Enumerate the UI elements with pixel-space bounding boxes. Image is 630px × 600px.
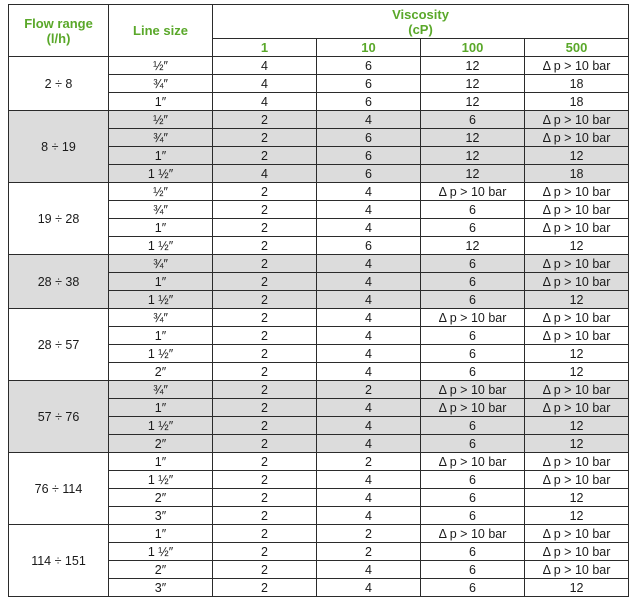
visc-1-cell: 2 [213, 471, 317, 489]
visc-500-cell: Δ p > 10 bar [525, 327, 629, 345]
flow-range-cell: 114 ÷ 151 [9, 525, 109, 597]
visc-1-cell: 2 [213, 363, 317, 381]
viscosity-col-100: 100 [421, 39, 525, 57]
visc-1-cell: 2 [213, 291, 317, 309]
line-size-cell: ¾″ [109, 129, 213, 147]
visc-1-cell: 2 [213, 543, 317, 561]
visc-10-cell: 4 [317, 507, 421, 525]
visc-500-cell: Δ p > 10 bar [525, 381, 629, 399]
visc-500-cell: 12 [525, 507, 629, 525]
visc-1-cell: 2 [213, 237, 317, 255]
line-size-cell: 1 ½″ [109, 291, 213, 309]
line-size-header [109, 5, 213, 57]
visc-100-cell: 6 [421, 219, 525, 237]
visc-10-cell: 4 [317, 201, 421, 219]
visc-1-cell: 4 [213, 57, 317, 75]
visc-10-cell: 6 [317, 75, 421, 93]
visc-1-cell: 2 [213, 273, 317, 291]
visc-10-cell: 4 [317, 219, 421, 237]
visc-1-cell: 2 [213, 489, 317, 507]
visc-1-cell: 2 [213, 345, 317, 363]
visc-100-cell: 12 [421, 147, 525, 165]
line-size-label: Line size [133, 23, 188, 38]
visc-100-cell: 12 [421, 93, 525, 111]
line-size-cell: 3″ [109, 507, 213, 525]
visc-500-cell: Δ p > 10 bar [525, 525, 629, 543]
viscosity-label: Viscosity [392, 6, 449, 22]
visc-1-cell: 4 [213, 165, 317, 183]
flow-range-cell: 57 ÷ 76 [9, 381, 109, 453]
flow-range-cell: 2 ÷ 8 [9, 57, 109, 111]
visc-100-cell: Δ p > 10 bar [421, 183, 525, 201]
line-size-cell: ¾″ [109, 381, 213, 399]
visc-500-cell: Δ p > 10 bar [525, 111, 629, 129]
visc-100-cell: 6 [421, 345, 525, 363]
visc-10-cell: 4 [317, 561, 421, 579]
flow-range-cell: 28 ÷ 38 [9, 255, 109, 309]
visc-100-cell: 12 [421, 75, 525, 93]
visc-1-cell: 2 [213, 579, 317, 597]
visc-1-cell: 2 [213, 201, 317, 219]
visc-1-cell: 2 [213, 435, 317, 453]
line-size-cell: 1″ [109, 93, 213, 111]
flow-range-unit: (l/h) [46, 30, 71, 46]
visc-1-cell: 2 [213, 561, 317, 579]
flow-range-cell: 28 ÷ 57 [9, 309, 109, 381]
visc-1-cell: 2 [213, 255, 317, 273]
visc-100-cell: 12 [421, 129, 525, 147]
line-size-cell: 2″ [109, 561, 213, 579]
visc-500-cell: Δ p > 10 bar [525, 471, 629, 489]
line-size-cell: ½″ [109, 111, 213, 129]
visc-1-cell: 2 [213, 381, 317, 399]
visc-10-cell: 4 [317, 489, 421, 507]
line-size-cell: 2″ [109, 435, 213, 453]
visc-10-cell: 2 [317, 525, 421, 543]
line-size-cell: 1 ½″ [109, 543, 213, 561]
visc-100-cell: 6 [421, 417, 525, 435]
visc-10-cell: 4 [317, 327, 421, 345]
visc-500-cell: 12 [525, 237, 629, 255]
visc-10-cell: 4 [317, 579, 421, 597]
visc-1-cell: 2 [213, 417, 317, 435]
table-row [9, 183, 629, 201]
line-size-cell: ½″ [109, 57, 213, 75]
visc-100-cell: 6 [421, 579, 525, 597]
line-size-cell: 1″ [109, 453, 213, 471]
table-row [9, 255, 629, 273]
visc-100-cell: 6 [421, 111, 525, 129]
visc-500-cell: Δ p > 10 bar [525, 201, 629, 219]
flow-range-cell: 76 ÷ 114 [9, 453, 109, 525]
table-row [9, 111, 629, 129]
line-size-cell: 2″ [109, 363, 213, 381]
visc-500-cell: Δ p > 10 bar [525, 183, 629, 201]
line-size-cell: ¾″ [109, 201, 213, 219]
line-size-cell: ¾″ [109, 309, 213, 327]
visc-500-cell: Δ p > 10 bar [525, 273, 629, 291]
visc-10-cell: 2 [317, 543, 421, 561]
visc-1-cell: 2 [213, 129, 317, 147]
visc-1-cell: 2 [213, 327, 317, 345]
visc-10-cell: 4 [317, 417, 421, 435]
table-row [9, 453, 629, 471]
visc-10-cell: 6 [317, 237, 421, 255]
visc-100-cell: Δ p > 10 bar [421, 309, 525, 327]
visc-500-cell: 12 [525, 363, 629, 381]
line-size-cell: 1″ [109, 399, 213, 417]
line-size-cell: 1″ [109, 219, 213, 237]
visc-10-cell: 4 [317, 309, 421, 327]
visc-10-cell: 4 [317, 255, 421, 273]
visc-100-cell: Δ p > 10 bar [421, 453, 525, 471]
table-container [8, 4, 629, 597]
visc-10-cell: 6 [317, 165, 421, 183]
line-size-cell: 1″ [109, 147, 213, 165]
table-row [9, 381, 629, 399]
visc-500-cell: Δ p > 10 bar [525, 561, 629, 579]
visc-10-cell: 4 [317, 111, 421, 129]
visc-10-cell: 4 [317, 183, 421, 201]
visc-1-cell: 2 [213, 183, 317, 201]
visc-10-cell: 4 [317, 345, 421, 363]
visc-100-cell: 6 [421, 543, 525, 561]
viscosity-col-10: 10 [317, 39, 421, 57]
flow-viscosity-table [8, 4, 629, 597]
line-size-cell: 1 ½″ [109, 345, 213, 363]
line-size-cell: 1″ [109, 525, 213, 543]
visc-1-cell: 4 [213, 93, 317, 111]
visc-1-cell: 2 [213, 399, 317, 417]
visc-10-cell: 4 [317, 471, 421, 489]
line-size-cell: 1 ½″ [109, 165, 213, 183]
visc-10-cell: 6 [317, 129, 421, 147]
line-size-cell: 1″ [109, 273, 213, 291]
visc-100-cell: 6 [421, 255, 525, 273]
visc-10-cell: 4 [317, 435, 421, 453]
visc-100-cell: 6 [421, 435, 525, 453]
flow-range-cell: 19 ÷ 28 [9, 183, 109, 255]
visc-100-cell: 6 [421, 507, 525, 525]
line-size-cell: ¾″ [109, 255, 213, 273]
visc-500-cell: 12 [525, 435, 629, 453]
viscosity-header [213, 5, 629, 39]
visc-1-cell: 2 [213, 525, 317, 543]
visc-1-cell: 4 [213, 75, 317, 93]
table-row [9, 525, 629, 543]
visc-500-cell: 18 [525, 93, 629, 111]
table-row [9, 309, 629, 327]
viscosity-col-500: 500 [525, 39, 629, 57]
visc-500-cell: 18 [525, 165, 629, 183]
line-size-cell: ½″ [109, 183, 213, 201]
line-size-cell: 2″ [109, 489, 213, 507]
visc-100-cell: 6 [421, 561, 525, 579]
table-row [9, 57, 629, 75]
visc-500-cell: 12 [525, 417, 629, 435]
visc-1-cell: 2 [213, 507, 317, 525]
visc-100-cell: Δ p > 10 bar [421, 525, 525, 543]
visc-500-cell: Δ p > 10 bar [525, 543, 629, 561]
line-size-cell: 1 ½″ [109, 471, 213, 489]
flow-range-header [9, 5, 109, 57]
viscosity-col-1: 1 [213, 39, 317, 57]
visc-100-cell: Δ p > 10 bar [421, 399, 525, 417]
visc-500-cell: 12 [525, 147, 629, 165]
visc-100-cell: Δ p > 10 bar [421, 381, 525, 399]
line-size-cell: ¾″ [109, 75, 213, 93]
visc-500-cell: 12 [525, 579, 629, 597]
visc-1-cell: 2 [213, 219, 317, 237]
line-size-cell: 3″ [109, 579, 213, 597]
visc-500-cell: 12 [525, 489, 629, 507]
visc-100-cell: 12 [421, 237, 525, 255]
visc-10-cell: 6 [317, 57, 421, 75]
visc-100-cell: 6 [421, 201, 525, 219]
visc-500-cell: 12 [525, 291, 629, 309]
visc-10-cell: 4 [317, 399, 421, 417]
visc-500-cell: Δ p > 10 bar [525, 309, 629, 327]
table-body [9, 57, 629, 597]
flow-range-label: Flow range [24, 15, 93, 31]
visc-10-cell: 4 [317, 363, 421, 381]
visc-500-cell: 18 [525, 75, 629, 93]
visc-1-cell: 2 [213, 147, 317, 165]
visc-10-cell: 4 [317, 291, 421, 309]
visc-100-cell: 6 [421, 291, 525, 309]
visc-500-cell: Δ p > 10 bar [525, 453, 629, 471]
visc-100-cell: 12 [421, 165, 525, 183]
visc-1-cell: 2 [213, 453, 317, 471]
flow-range-cell: 8 ÷ 19 [9, 111, 109, 183]
visc-100-cell: 6 [421, 489, 525, 507]
visc-100-cell: 6 [421, 327, 525, 345]
line-size-cell: 1″ [109, 327, 213, 345]
visc-500-cell: Δ p > 10 bar [525, 129, 629, 147]
viscosity-unit: (cP) [408, 21, 433, 37]
visc-1-cell: 2 [213, 309, 317, 327]
table-header [9, 5, 629, 57]
visc-10-cell: 6 [317, 93, 421, 111]
visc-10-cell: 2 [317, 453, 421, 471]
visc-500-cell: Δ p > 10 bar [525, 255, 629, 273]
visc-100-cell: 12 [421, 57, 525, 75]
line-size-cell: 1 ½″ [109, 237, 213, 255]
visc-500-cell: Δ p > 10 bar [525, 57, 629, 75]
visc-500-cell: Δ p > 10 bar [525, 219, 629, 237]
visc-10-cell: 4 [317, 273, 421, 291]
visc-500-cell: Δ p > 10 bar [525, 399, 629, 417]
visc-10-cell: 2 [317, 381, 421, 399]
visc-100-cell: 6 [421, 363, 525, 381]
visc-10-cell: 6 [317, 147, 421, 165]
visc-100-cell: 6 [421, 273, 525, 291]
visc-500-cell: 12 [525, 345, 629, 363]
line-size-cell: 1 ½″ [109, 417, 213, 435]
visc-1-cell: 2 [213, 111, 317, 129]
visc-100-cell: 6 [421, 471, 525, 489]
